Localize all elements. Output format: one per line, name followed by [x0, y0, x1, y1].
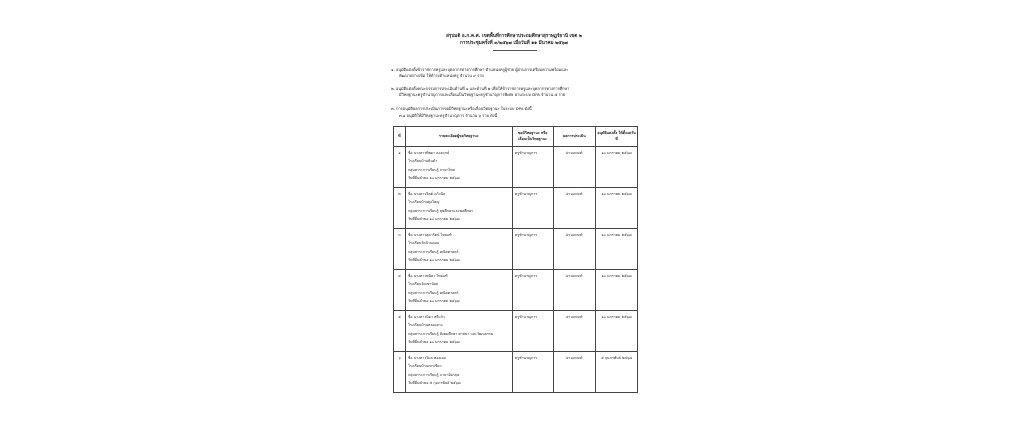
applicant-subject: กลุ่มสาระการเรียนรู้ คณิตศาสตร์	[407, 249, 459, 254]
table-row	[394, 147, 638, 188]
applicant-submitted: วันที่ยื่นคำขอ ๕ กุมภาพันธ์ ๒๕๖๗	[407, 381, 461, 386]
table-row	[394, 229, 638, 270]
document-page	[383, 28, 645, 433]
applicant-subject: กลุ่มสาระการเรียนรู้ สุขศึกษาและพลศึกษา	[407, 208, 474, 213]
applicant-subject: กลุ่มสาระการเรียนรู้ ภาษาอังกฤษ	[407, 372, 460, 377]
applicant-school: โรงเรียนบ้านหินดำ	[407, 159, 438, 164]
requested-level: ครูชำนาญการ	[512, 147, 553, 188]
header-result: ผลการประเมิน	[553, 127, 596, 147]
applicant-submitted: วันที่ยื่นคำขอ ๑๐ มกราคม ๒๕๖๗	[407, 176, 460, 181]
requested-level: ครูชำนาญการ	[512, 270, 553, 311]
row-number: ๑	[394, 147, 406, 188]
table-row	[394, 270, 638, 311]
meeting-info: การประชุมครั้งที่ ๓/๒๕๖๗ เมื่อวันที่ ๑๑ มีนาคม ๒๕๖๗	[460, 41, 568, 46]
evaluation-result: ผ่านเกณฑ์	[553, 188, 596, 229]
document-title: สรุปมติ อ.ก.ค.ศ. เขตพื้นที่การศึกษาประถมศึกษาสุราษฎร์ธานี เขต ๒	[446, 34, 582, 39]
effective-date: ๑๐ มกราคม ๒๕๖๗	[596, 188, 638, 229]
resolution-item-2: ๒. อนุมัติแต่งตั้งคณะกรรมการประเมินด้านที่ ๑ และด้านที่ ๒ เพื่อให้ข้าราชการครูและบุคลากรทางการศึกษา มีวิทยฐานะครูชำนาญการและเลื่อนเป็นวิทยฐานะครูชำนาญการพิเศษ ผ่านระบบ DPA จำนวน ๕ ราย	[391, 86, 570, 98]
table-row	[394, 188, 638, 229]
applicant-name: ชื่อ นางสาวนิดา ศรีแก้ว	[407, 315, 445, 319]
header-no: ที่	[394, 127, 406, 147]
applicant-name: ชื่อ นางสาวพนิดา ไทยแท้	[407, 274, 448, 278]
effective-date: ๑๐ มกราคม ๒๕๖๗	[596, 147, 638, 188]
row-number: ๖	[394, 352, 406, 393]
applicant-school: โรงเรียนบ้านทุ่งใหญ่	[407, 200, 440, 205]
applicant-name: ชื่อ นางสาวจิตต์ แก้วนิล	[407, 192, 446, 196]
applicant-subject: กลุ่มสาระการเรียนรู้ คณิตศาสตร์	[407, 290, 459, 295]
effective-date: ๑๐ มกราคม ๒๕๖๗	[596, 270, 638, 311]
effective-date: ๕ กุมภาพันธ์ ๒๕๖๗	[596, 352, 638, 393]
applicant-name: ชื่อ นางสาวทิพยา ล่องฤกษ์	[407, 151, 449, 155]
evaluation-result: ผ่านเกณฑ์	[553, 270, 596, 311]
applicant-name: ชื่อ นางสาววิมล ทองเอม	[407, 356, 446, 360]
evaluation-result: ผ่านเกณฑ์	[553, 352, 596, 393]
applicant-submitted: วันที่ยื่นคำขอ ๑๐ มกราคม ๒๕๖๗	[407, 299, 460, 304]
applicant-name: ชื่อ นางสาวสุดารัตน์ ไทยแท้	[407, 233, 452, 237]
applicant-school: โรงเรียนบ้านเขาเขียว	[407, 364, 442, 369]
applicant-submitted: วันที่ยื่นคำขอ ๑๐ มกราคม ๒๕๖๗	[407, 340, 460, 345]
row-number: ๓	[394, 229, 406, 270]
evaluation-result: ผ่านเกณฑ์	[553, 311, 596, 352]
applicant-details	[405, 352, 512, 393]
applicant-details	[405, 311, 512, 352]
applicant-school: โรงเรียนวัดบ้านดอน	[407, 241, 440, 246]
effective-date: ๑๐ มกราคม ๒๕๖๗	[596, 311, 638, 352]
resolution-item-3: ๓. การอนุมัติผลการประเมินการขอมีวิทยฐานะหรือเลื่อนวิทยฐานะ ในระบบ DPA ดังนี้	[391, 106, 532, 111]
evaluation-result: ผ่านเกณฑ์	[553, 229, 596, 270]
requested-level: ครูชำนาญการ	[512, 352, 553, 393]
applicant-details	[405, 147, 512, 188]
row-number: ๔	[394, 270, 406, 311]
requested-level: ครูชำนาญการ	[512, 229, 553, 270]
header-date: อนุมัติแต่งตั้ง ให้ตั้งแต่วันที่	[596, 127, 638, 147]
approval-table	[393, 126, 638, 393]
table-row	[394, 311, 638, 352]
evaluation-result: ผ่านเกณฑ์	[553, 147, 596, 188]
requested-level: ครูชำนาญการ	[512, 188, 553, 229]
applicant-subject: กลุ่มสาระการเรียนรู้ สังคมศึกษา ศาสนา และวัฒนธรรม	[407, 331, 494, 336]
resolution-item-1: ๑. อนุมัติแต่งตั้งข้าราชการครูและบุคลากรทางการศึกษา ตำแหน่งครูผู้ช่วย ผู้ผ่านการเตรียมความพร้อมและ พัฒนาอย่างเข้ม ให้ดำรงตำแหน่งครู จำนวน ๙ ราย	[391, 67, 569, 79]
applicant-school: โรงเรียนวัดเขาน้อย	[407, 282, 439, 287]
applicant-school: โรงเรียนบ้านคลองยาง	[407, 323, 443, 328]
applicant-details	[405, 270, 512, 311]
table-header-row	[394, 127, 638, 147]
applicant-subject: กลุ่มสาระการเรียนรู้ ภาษาไทย	[407, 167, 455, 172]
table-row	[394, 352, 638, 393]
resolution-subitem: ๓.๑ อนุมัติให้มีวิทยฐานะครูชำนาญการ จำนวน ๖ ราย ดังนี้	[399, 113, 498, 118]
header-level: ขอมีวิทยฐานะ หรือ เลื่อนเป็นวิทยฐานะ	[512, 127, 553, 147]
header-details: รายละเอียดผู้ขอวิทยฐานะ	[405, 127, 512, 147]
applicant-details	[405, 229, 512, 270]
applicant-submitted: วันที่ยื่นคำขอ ๑๐ มกราคม ๒๕๖๗	[407, 217, 460, 222]
effective-date: ๑๐ มกราคม ๒๕๖๗	[596, 229, 638, 270]
title-divider	[493, 50, 537, 51]
requested-level: ครูชำนาญการ	[512, 311, 553, 352]
applicant-submitted: วันที่ยื่นคำขอ ๑๐ มกราคม ๒๕๖๗	[407, 258, 460, 263]
applicant-details	[405, 188, 512, 229]
row-number: ๕	[394, 311, 406, 352]
row-number: ๒	[394, 188, 406, 229]
